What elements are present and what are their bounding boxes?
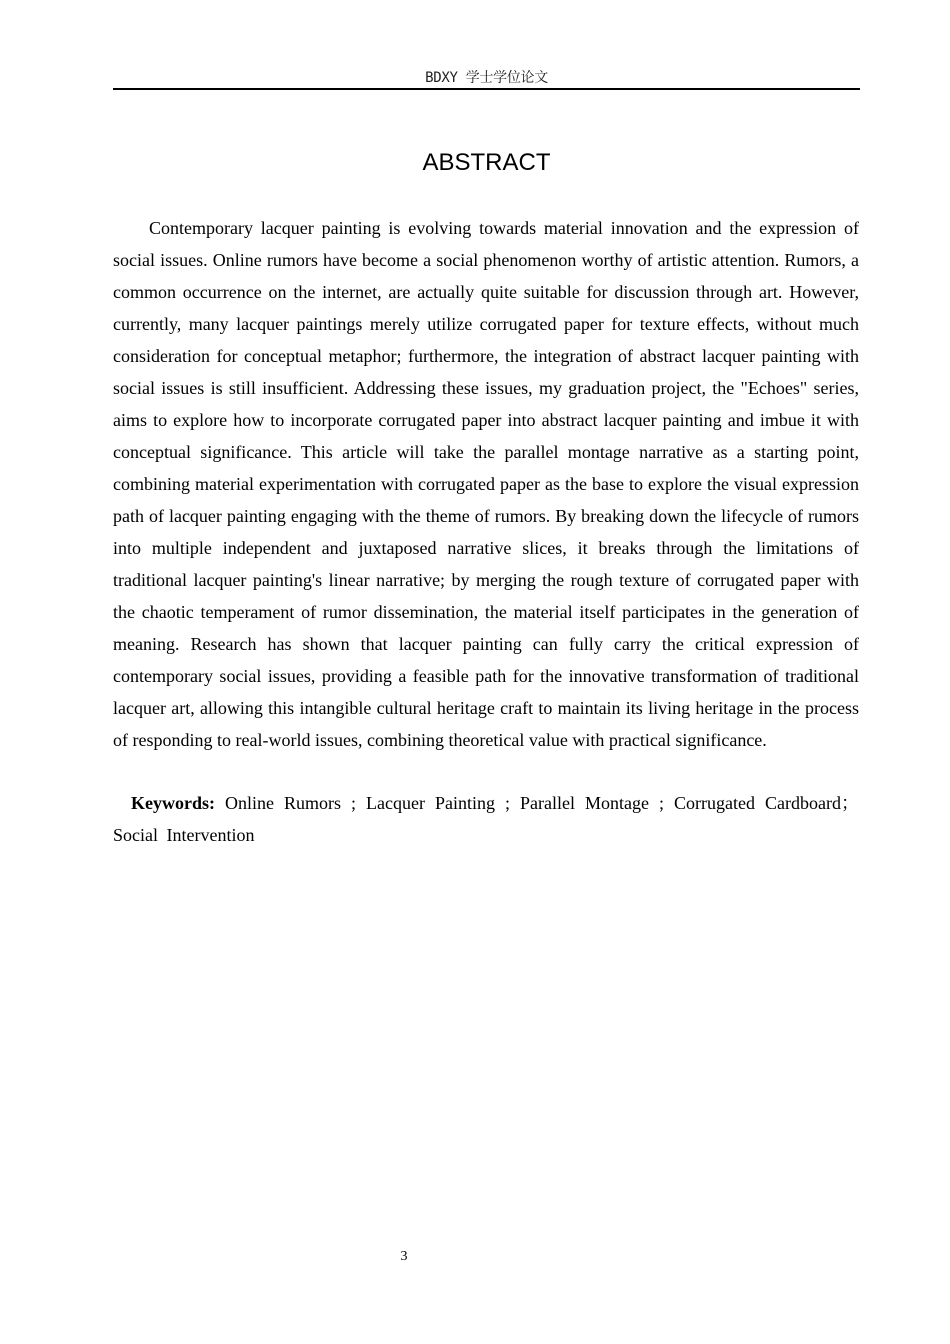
header-rule xyxy=(113,88,860,90)
keywords-label: Keywords: xyxy=(131,793,215,813)
running-header: BDXY 学士学位论文 xyxy=(425,70,548,86)
keywords-paragraph xyxy=(113,787,859,851)
page-number: 3 xyxy=(400,1249,408,1264)
keywords-list: Online Rumors ; Lacquer Painting ; Parallel Montage ; Corrugated Cardboard；Social Intervention xyxy=(113,793,859,845)
abstract-body: Contemporary lacquer painting is evolving towards material innovation and the expression of social issues. Online rumors have become a social phenomenon worthy of artistic attention. Rumors, a common occurrence on the internet, are actually quite suitable for discussion through art. However, currently, many lacquer paintings merely utilize corrugated paper for texture effects, without much consideration for conceptual metaphor; furthermore, the integration of abstract lacquer painting with social issues is still insufficient. Addressing these issues, my graduation project, the "Echoes" series, aims to explore how to incorporate corrugated paper into abstract lacquer painting and imbue it with conceptual significance. This article will take the parallel montage narrative as a starting point, combining material experimentation with corrugated paper as the base to explore the visual expression path of lacquer painting engaging with the theme of rumors. By breaking down the lifecycle of rumors into multiple independent and juxtaposed narrative slices, it breaks through the limitations of traditional lacquer painting's linear narrative; by merging the rough texture of corrugated paper with the chaotic temperament of rumor dissemination, the material itself participates in the generation of meaning. Research has shown that lacquer painting can fully carry the critical expression of contemporary social issues, providing a feasible path for the innovative transformation of traditional lacquer art, allowing this intangible cultural heritage craft to maintain its living heritage in the process of responding to real-world issues, combining theoretical value with practical significance. xyxy=(113,218,859,750)
abstract-title: ABSTRACT xyxy=(422,149,551,176)
